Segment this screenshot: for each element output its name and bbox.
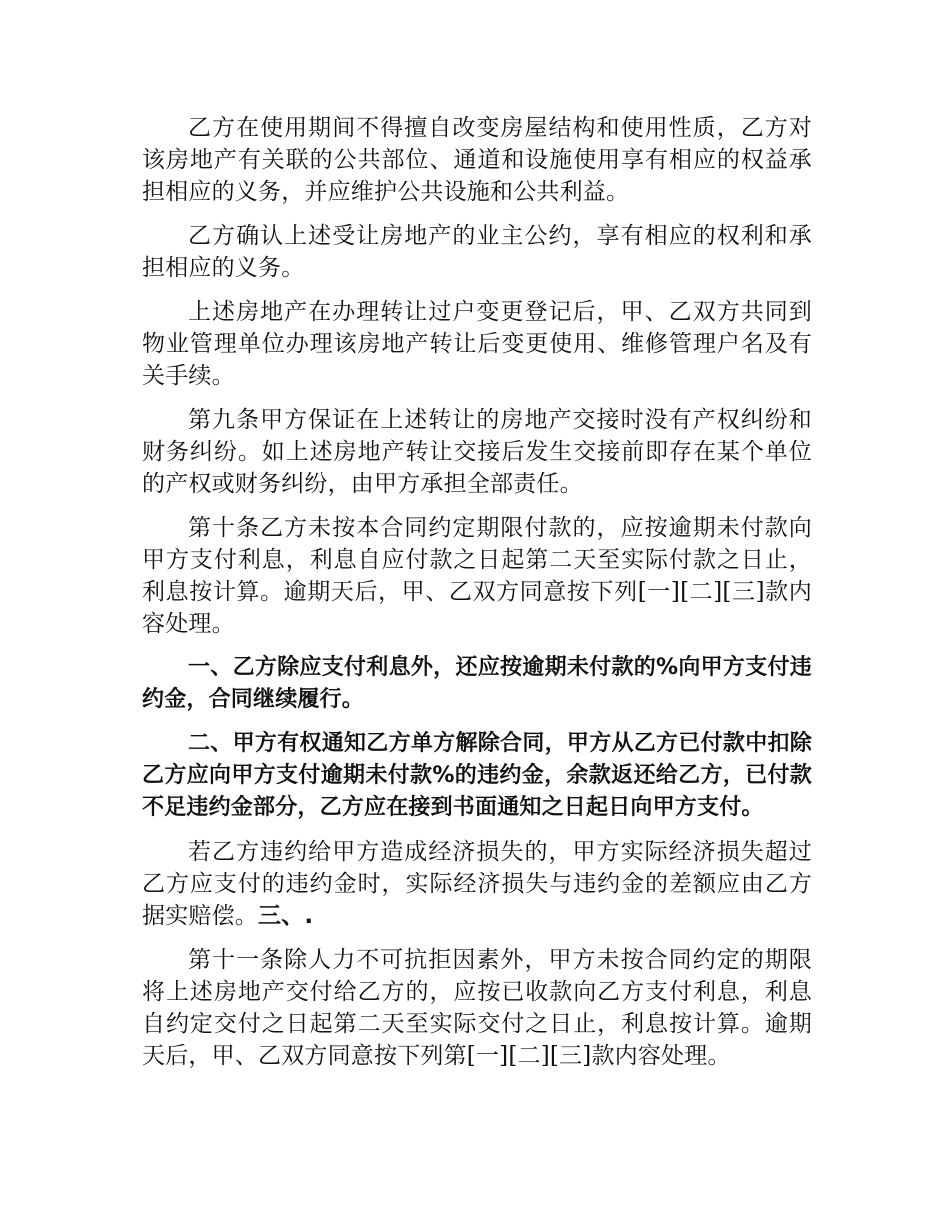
paragraph-owner-convention: 乙方确认上述受让房地产的业主公约，享有相应的权利和承担相应的义务。 xyxy=(142,223,812,281)
paragraph-clause-2: 二、甲方有权通知乙方单方解除合同，甲方从乙方已付款中扣除乙方应向甲方支付逾期未付款%的违约金，余款返还给乙方，已付款不足违约金部分，乙方应在接到书面通知之日起日向甲方支付。 xyxy=(142,731,812,820)
compensation-text: 若乙方违约给甲方造成经济损失的，甲方实际经济损失超过乙方应支付的违约金时，实际经济损失与违约金的差额应由乙方据实赔偿。 xyxy=(142,839,812,929)
paragraph-property-management: 上述房地产在办理转让过户变更登记后，甲、乙双方共同到物业管理单位办理该房地产转让后变更使用、维修管理户名及有关手续。 xyxy=(142,299,812,389)
paragraph-article-10: 第十条乙方未按本合同约定期限付款的，应按逾期未付款向甲方支付利息，利息自应付款之日起第二天至实际付款之日止，利息按计算。逾期天后，甲、乙双方同意按下列[一][二][三]款内容处理。 xyxy=(142,515,812,637)
paragraph-clause-1: 一、乙方除应支付利息外，还应按逾期未付款的%向甲方支付违约金，合同继续履行。 xyxy=(142,655,812,712)
paragraph-compensation xyxy=(142,836,812,932)
paragraph-use-restrictions: 乙方在使用期间不得擅自改变房屋结构和使用性质，乙方对该房地产有关联的公共部位、通道和设施使用享有相应的权益承担相应的义务，并应维护公共设施和公共利益。 xyxy=(142,115,812,205)
document-body xyxy=(142,112,812,1084)
paragraph-article-11: 第十一条除人力不可抗拒因素外，甲方未按合同约定的期限将上述房地产交付给乙方的，应按已收款向乙方支付利息，利息自约定交付之日起第二天至实际交付之日止，利息按计算。逾期天后，甲、乙双方同意按下列第[一][二][三]款内容处理。 xyxy=(142,947,812,1069)
paragraph-article-9: 第九条甲方保证在上述转让的房地产交接时没有产权纠纷和财务纠纷。如上述房地产转让交接后发生交接前即存在某个单位的产权或财务纠纷，由甲方承担全部责任。 xyxy=(142,407,812,497)
clause-3-marker: 三、. xyxy=(258,903,314,929)
